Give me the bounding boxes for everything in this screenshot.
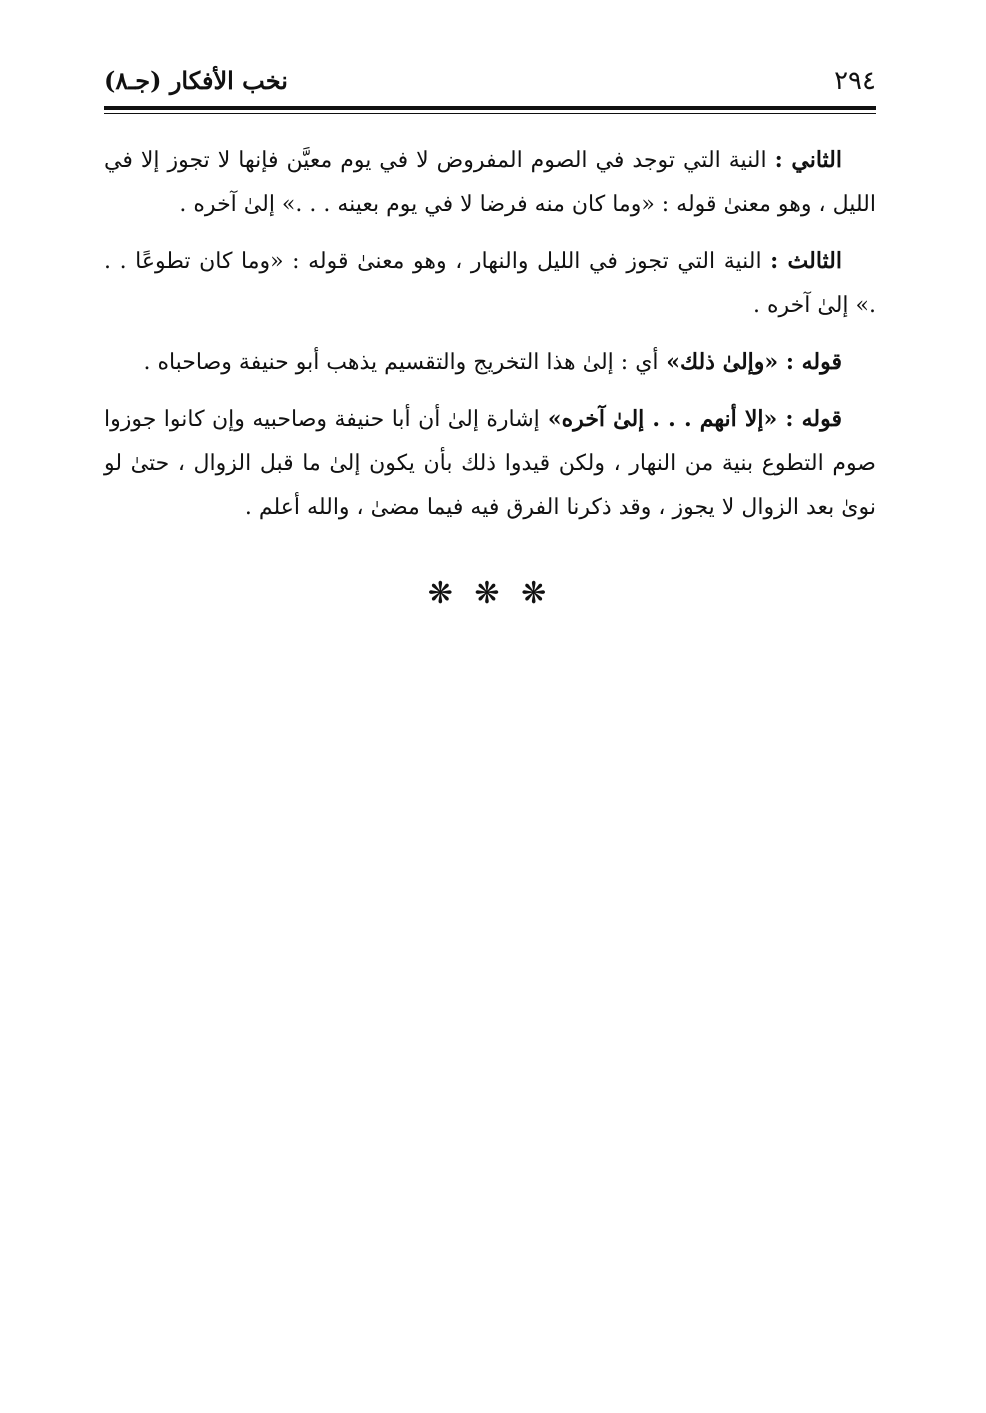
paragraph-text: إشارة إلىٰ أن أبا حنيفة وصاحبيه وإن كانوا جوزوا صوم التطوع بنية من النهار ، ولكن قيدوا ذلك بأن يكون إلىٰ ما قبل الزوال ، حتىٰ لو نوىٰ بعد الزوال لا يجوز ، وقد ذكرنا الفرق فيه فيما مضىٰ ، والله أعلم . <box>104 407 876 520</box>
paragraph-second <box>104 138 876 227</box>
paragraph-third <box>104 239 876 328</box>
header-rule-thin <box>104 113 876 114</box>
paragraph-lead: قوله : <box>785 349 842 375</box>
running-title: نخب الأفكار (جـ٨) <box>104 66 288 95</box>
paragraph-commentary-1 <box>104 340 876 385</box>
page-header <box>104 62 876 102</box>
paragraph-quote: «إلا أنهم . . . إلىٰ آخره» <box>539 406 786 432</box>
paragraph-lead: الثاني : <box>774 147 842 173</box>
paragraph-text: النية التي توجد في الصوم المفروض لا في يوم معيَّن فإنها لا تجوز إلا في الليل ، وهو معنىٰ قوله : «وما كان منه فرضا لا في يوم بعينه . . .» إلىٰ آخره . <box>104 148 876 217</box>
paragraph-text: أي : إلىٰ هذا التخريج والتقسيم يذهب أبو حنيفة وصاحباه . <box>143 350 659 375</box>
paragraph-lead: قوله : <box>785 406 842 432</box>
header-rule-thick <box>104 106 876 110</box>
paragraph-commentary-2 <box>104 397 876 530</box>
paragraph-text: النية التي تجوز في الليل والنهار ، وهو معنىٰ قوله : «وما كان تطوعًا . . .» إلىٰ آخره . <box>104 249 876 318</box>
section-separator: ❋ ❋ ❋ <box>427 576 553 611</box>
paragraph-quote: «وإلىٰ ذلك» <box>658 349 786 375</box>
paragraph-lead: الثالث : <box>770 248 843 274</box>
page-number: ٢٩٤ <box>834 66 876 96</box>
body-text <box>104 138 876 542</box>
